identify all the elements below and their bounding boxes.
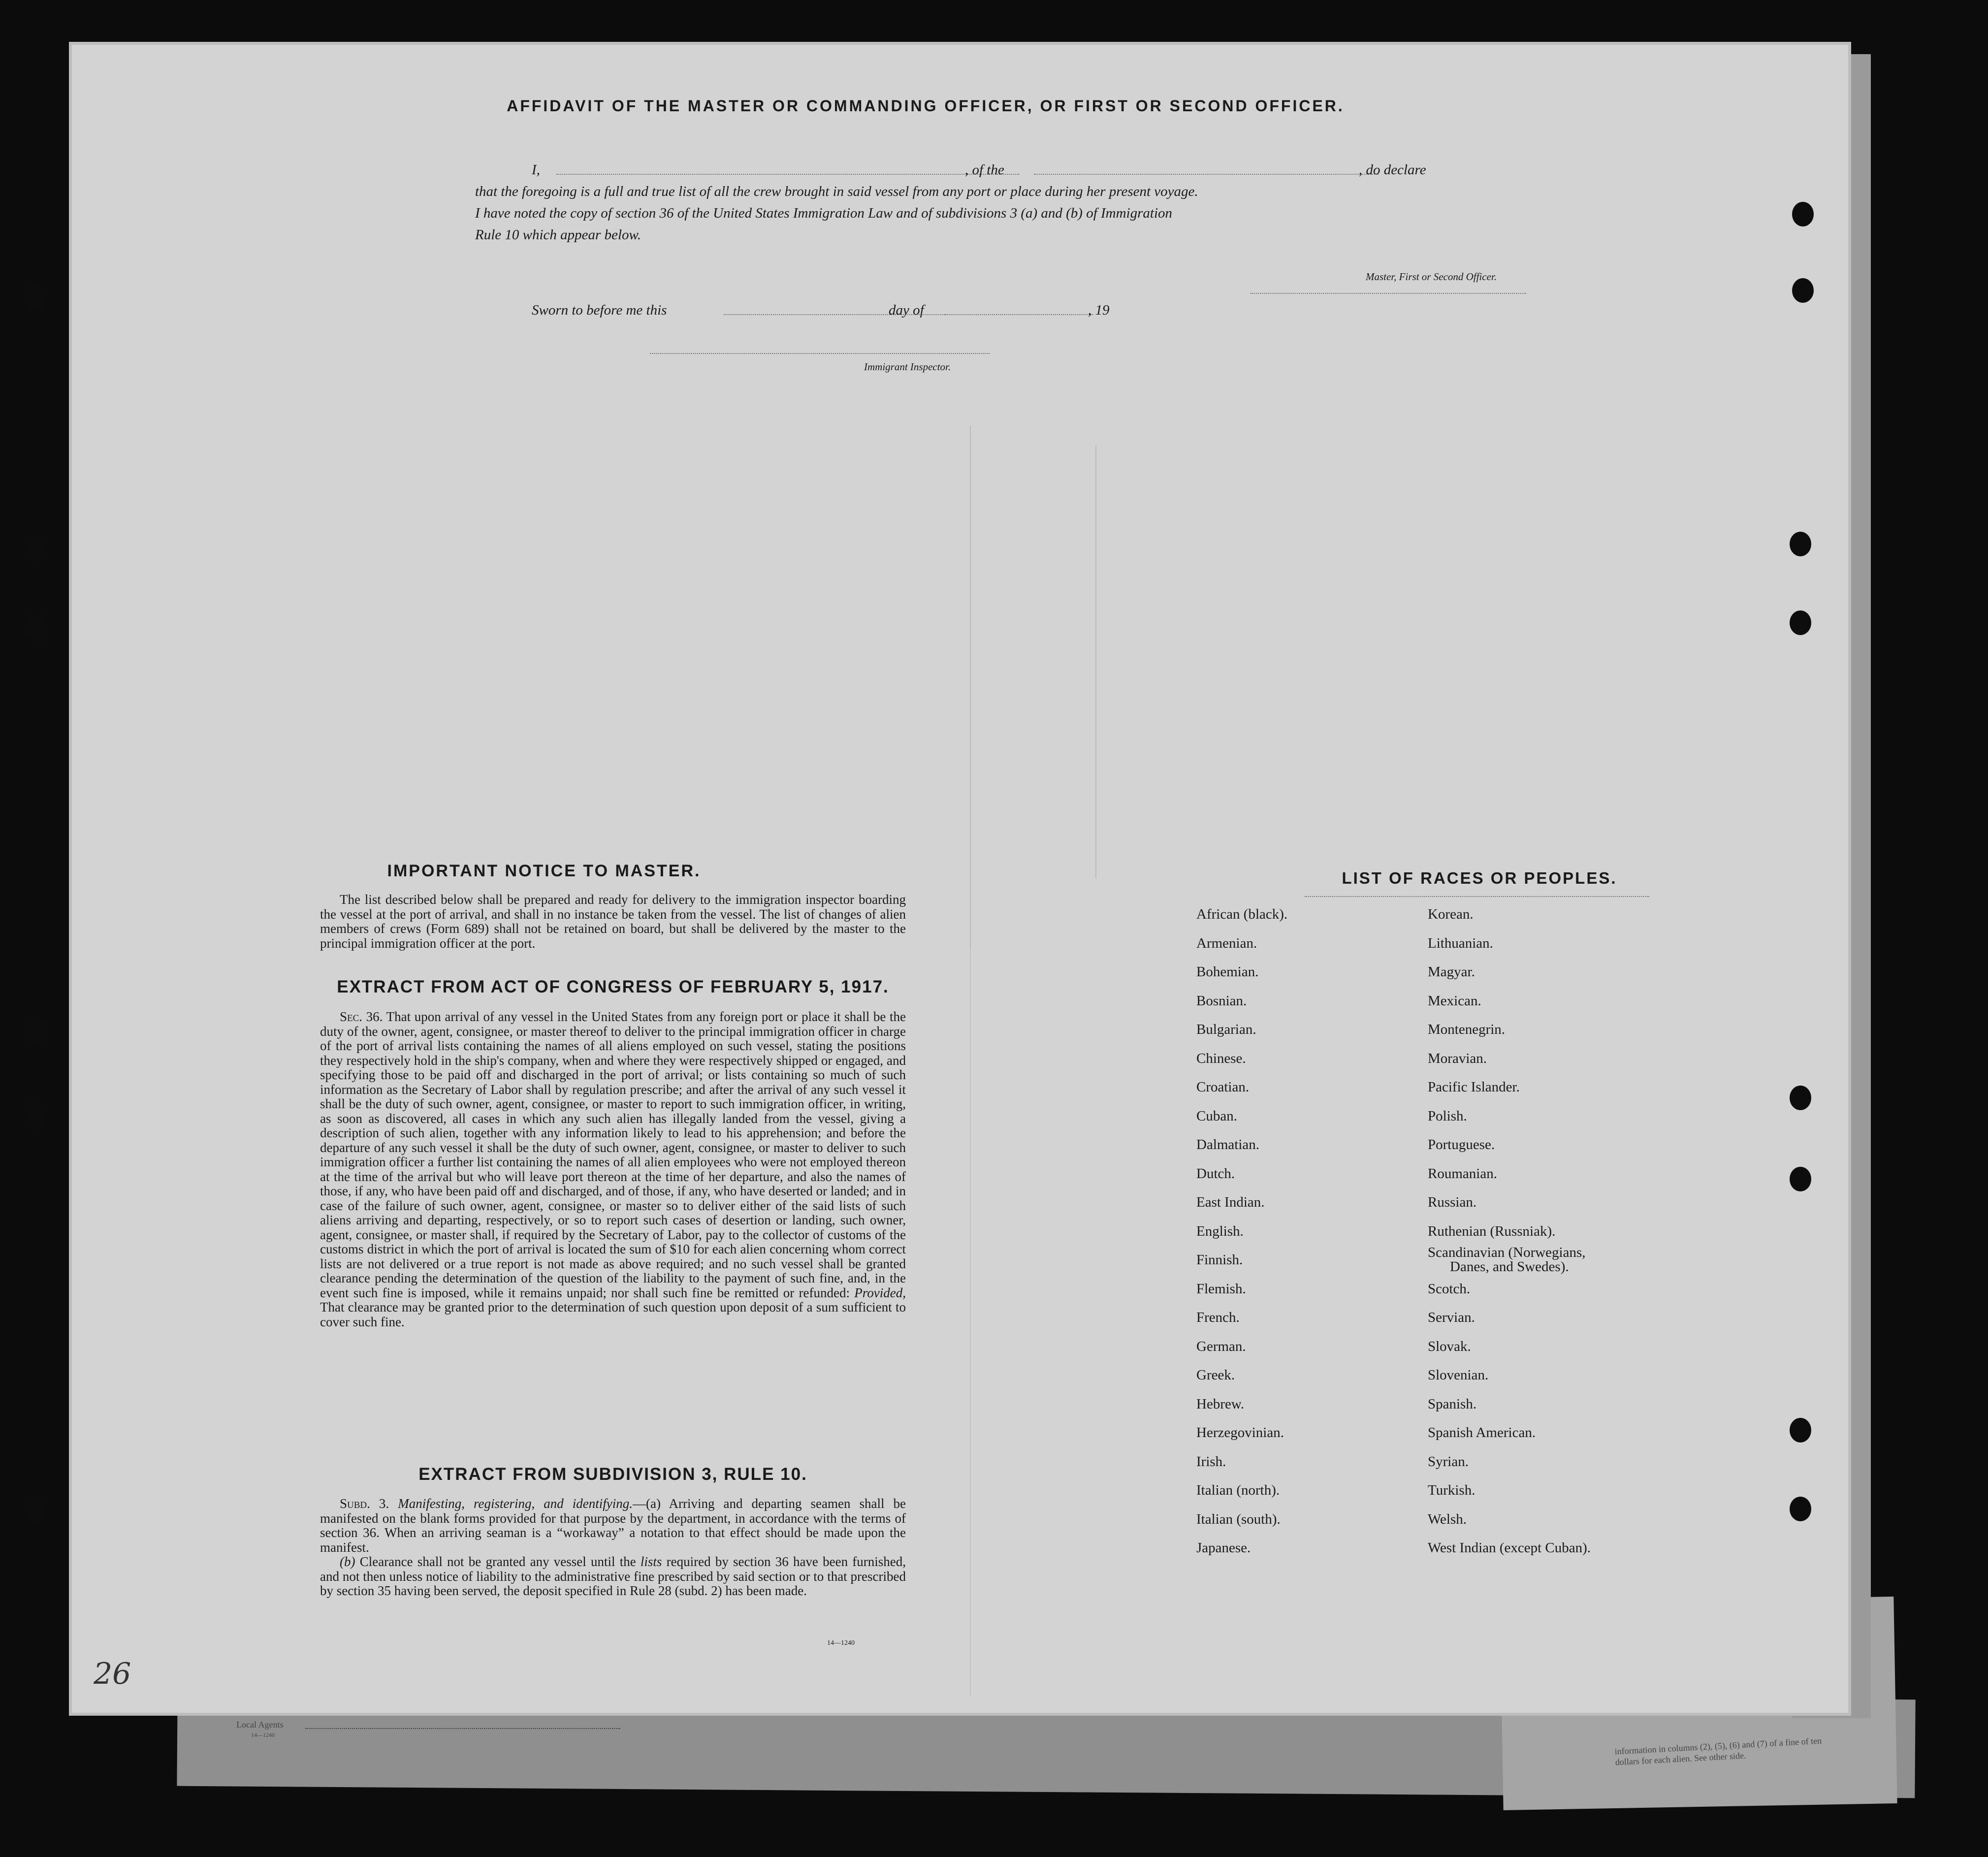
sec-36-text: That upon arrival of any vessel in the United States from any foreign port or place it shall be the duty of the owner, agent, consignee, or master thereof to deliver to the principal immigration officer in charge of the port of arrival lists containing the names of all aliens employed on such vessel, stating the positions they respectively hold in the ship's company, when and where they were respectively shipped or engaged, and specifying those to be paid off and discharged in the port of arrival; or lists containing so much of such information as the Secretary of Labor shall by regulation prescribe; and after the arrival of any such vessel it shall be the duty of such owner, agent, consignee, or master to report to such immigration officer, in writing, as soon as discovered, all cases in which any such alien has illegally landed from the vessel, giving a description of such alien, together with any information likely to lead to his apprehension; and before the departure of any such vessel it shall be the duty of such owner, agent, consignee, or master to deliver to such immigration officer a further list containing the names of all alien employees who were not employed thereon at the time of the arrival but who will leave port thereon at the time of her departure, and also the names of those, if any, who have been paid off and discharged, and of those, if any, who have deserted or landed; and in case of the failure of such owner, agent, consignee, or master so to deliver either of the said lists of such aliens arriving and departing, respectively, or so to report such cases of desertion or landing, such owner, agent, consignee, or master shall, if required by the Secretary of Labor, pay to the collector of customs of the customs district in which the port of arrival is located the sum of $10 for each alien concerning whom correct lists are not delivered or a true report is not made as above required; and no such vessel shall be granted clearance pending the determination of the question of the liability to the payment of such fine, and, in the event such fine is imposed, while it remains unpaid; nor shall such fine be remitted or refunded: — [320, 1009, 906, 1300]
race-item: Bohemian. — [1196, 964, 1259, 980]
show-through-rule — [1095, 446, 1096, 879]
rule-extract-body — [320, 1497, 906, 1599]
manifest-page — [69, 42, 1851, 1716]
subd-para-b-lists: lists — [640, 1554, 662, 1569]
race-item: Cuban. — [1196, 1108, 1237, 1124]
center-fold — [970, 948, 971, 1696]
race-item: Scandinavian (Norwegians, — [1428, 1245, 1586, 1260]
affidavit-i: I, — [532, 162, 540, 178]
affidavit-body-line-3: Rule 10 which appear below. — [475, 227, 641, 243]
sec-36-label: Sec. 36. — [340, 1009, 383, 1024]
race-item: Croatian. — [1196, 1079, 1250, 1095]
binding-hole — [1790, 1497, 1811, 1521]
binding-hole — [25, 537, 46, 561]
race-item-continuation: Danes, and Swedes). — [1450, 1259, 1569, 1275]
master-signature-label: Master, First or Second Officer. — [1366, 271, 1497, 283]
binding-hole — [1790, 532, 1811, 556]
binding-hole — [25, 1103, 46, 1127]
show-through-rule — [970, 426, 971, 948]
binding-hole — [26, 615, 47, 640]
binding-hole — [25, 1497, 46, 1521]
notice-text — [320, 893, 906, 951]
race-item: Polish. — [1428, 1108, 1467, 1124]
affidavit-title: AFFIDAVIT OF THE MASTER OR COMMANDING OFFICER, OR FIRST OR SECOND OFFICER. — [507, 97, 1345, 115]
race-item: Roumanian. — [1428, 1165, 1497, 1182]
act-extract-body — [320, 1010, 906, 1329]
local-agents-line — [305, 1728, 620, 1729]
local-agents-label: Local Agents — [236, 1720, 284, 1729]
race-item: Magyar. — [1428, 964, 1475, 980]
affidavit-body-line-1: that the foregoing is a full and true list of all the crew brought in said vessel from any port or place during her present voyage. — [475, 184, 1198, 199]
vessel-blank — [1034, 174, 1379, 175]
sworn-month-blank — [945, 314, 1093, 315]
binding-hole — [26, 1019, 47, 1044]
race-item: Irish. — [1196, 1453, 1226, 1470]
binding-hole — [1790, 1086, 1811, 1110]
race-item: Servian. — [1428, 1310, 1475, 1325]
notice-paragraph: The list described below shall be prepared and ready for delivery to the immigration inspector boarding the vessel at the port of arrival, and shall in no instance be taken from the vessel. The list of changes of alien members of crews (Form 689) shall not be retained on board, but shall be delivered by the master to the principal immigration officer at the port. — [320, 892, 906, 951]
affidavit-do-declare: , do declare — [1359, 162, 1426, 178]
race-item: Slovak. — [1428, 1338, 1471, 1354]
race-item: Montenegrin. — [1428, 1022, 1506, 1037]
sworn-text: Sworn to before me this — [532, 302, 667, 318]
sec-36-text-end: That clearance may be granted prior to the determination of such question upon deposit of a sum sufficient to cover such fine. — [320, 1300, 906, 1329]
races-title-rule — [1305, 896, 1649, 897]
rule-extract-title: EXTRACT FROM SUBDIVISION 3, RULE 10. — [418, 1465, 807, 1484]
races-right-column — [1428, 900, 1591, 1563]
race-item: African (black). — [1196, 906, 1288, 922]
subd-heading: Manifesting, registering, and identifying. — [398, 1496, 633, 1511]
race-item: Welsh. — [1428, 1511, 1467, 1527]
race-item: Portuguese. — [1428, 1137, 1495, 1153]
race-item: Slovenian. — [1428, 1367, 1489, 1383]
race-item: English. — [1196, 1223, 1244, 1239]
race-item: German. — [1196, 1338, 1246, 1354]
race-item: Spanish. — [1428, 1396, 1477, 1412]
race-item: Italian (south). — [1196, 1511, 1281, 1527]
sworn-year: , 19 — [1088, 302, 1110, 318]
binding-hole — [24, 286, 45, 310]
race-item: Armenian. — [1196, 935, 1257, 951]
race-item: West Indian (except Cuban). — [1428, 1540, 1591, 1556]
master-signature-line — [1251, 293, 1526, 294]
race-item: Scotch. — [1428, 1281, 1471, 1297]
race-item: Dalmatian. — [1196, 1137, 1260, 1153]
affidavit-of-the: , of the — [965, 162, 1004, 178]
act-extract-title: EXTRACT FROM ACT OF CONGRESS OF FEBRUARY 5, 1917. — [337, 977, 889, 996]
subd-para-b-1: Clearance shall not be granted any vessel until the — [359, 1554, 636, 1569]
subd-para-b-label: (b) — [340, 1554, 355, 1569]
local-agents-form-number: 14—1240 — [251, 1731, 275, 1738]
race-item: Greek. — [1196, 1367, 1235, 1383]
inspector-signature-line — [650, 353, 990, 354]
race-item: Dutch. — [1196, 1165, 1235, 1182]
race-item: Korean. — [1428, 906, 1474, 922]
sworn-day-of: day of — [889, 302, 924, 318]
race-item: East Indian. — [1196, 1194, 1265, 1210]
race-item: Chinese. — [1196, 1050, 1246, 1066]
name-blank — [556, 174, 1019, 175]
form-number: 14—1240 — [827, 1639, 855, 1647]
race-item: Moravian. — [1428, 1050, 1487, 1066]
handwritten-page-number: 26 — [94, 1657, 131, 1691]
race-item: Japanese. — [1196, 1540, 1251, 1556]
affidavit-body-line-2: I have noted the copy of section 36 of the United States Immigration Law and of subdivisions 3 (a) and (b) of Immigration — [475, 205, 1173, 221]
race-item: Flemish. — [1196, 1281, 1246, 1297]
race-item: Bosnian. — [1196, 993, 1247, 1009]
race-item: Pacific Islander. — [1428, 1079, 1520, 1095]
underlying-form-note: information in columns (2), (5), (6) and (7) of a fine of ten dollars for each alien. See other side. — [1614, 1735, 1822, 1767]
race-item: Herzegovinian. — [1196, 1425, 1284, 1441]
race-item: Russian. — [1428, 1194, 1477, 1210]
race-item: Hebrew. — [1196, 1396, 1245, 1412]
provided-word: Provided, — [854, 1285, 906, 1300]
races-left-column — [1196, 900, 1287, 1563]
subd-para-b-2: required by section 36 have been furnished, and not then unless notice of liability to the administrative fine prescribed by said section or to that prescribed by section 35 having been served, the deposit specified in Rule 28 (subd. 2) has been made. — [320, 1554, 906, 1598]
race-item: Finnish. — [1196, 1252, 1243, 1268]
inspector-signature-label: Immigrant Inspector. — [864, 361, 951, 373]
binding-hole — [1792, 202, 1814, 226]
binding-hole — [1790, 1418, 1811, 1442]
race-item: Syrian. — [1428, 1453, 1469, 1470]
binding-hole — [1792, 278, 1814, 303]
race-item: Lithuanian. — [1428, 935, 1493, 951]
binding-hole — [1790, 1167, 1811, 1191]
race-item: Ruthenian (Russniak). — [1428, 1223, 1556, 1239]
race-item: Spanish American. — [1428, 1425, 1536, 1441]
subd-label: Subd. 3. — [340, 1496, 389, 1511]
race-item: French. — [1196, 1310, 1240, 1325]
notice-title: IMPORTANT NOTICE TO MASTER. — [387, 862, 701, 880]
race-item: Italian (north). — [1196, 1482, 1280, 1498]
races-title: LIST OF RACES OR PEOPLES. — [1342, 869, 1617, 887]
race-item: Turkish. — [1428, 1482, 1475, 1498]
race-item: Mexican. — [1428, 993, 1481, 1009]
subd-para-a: —(a) Arriving and departing seamen shall be manifested on the blank forms provided for that purpose by the department, in accordance with the terms of section 36. When an arriving seaman is a “workaway” a notation to that effect should be made upon the manifest. — [320, 1496, 906, 1555]
race-item: Bulgarian. — [1196, 1022, 1256, 1037]
binding-hole — [1790, 610, 1811, 635]
